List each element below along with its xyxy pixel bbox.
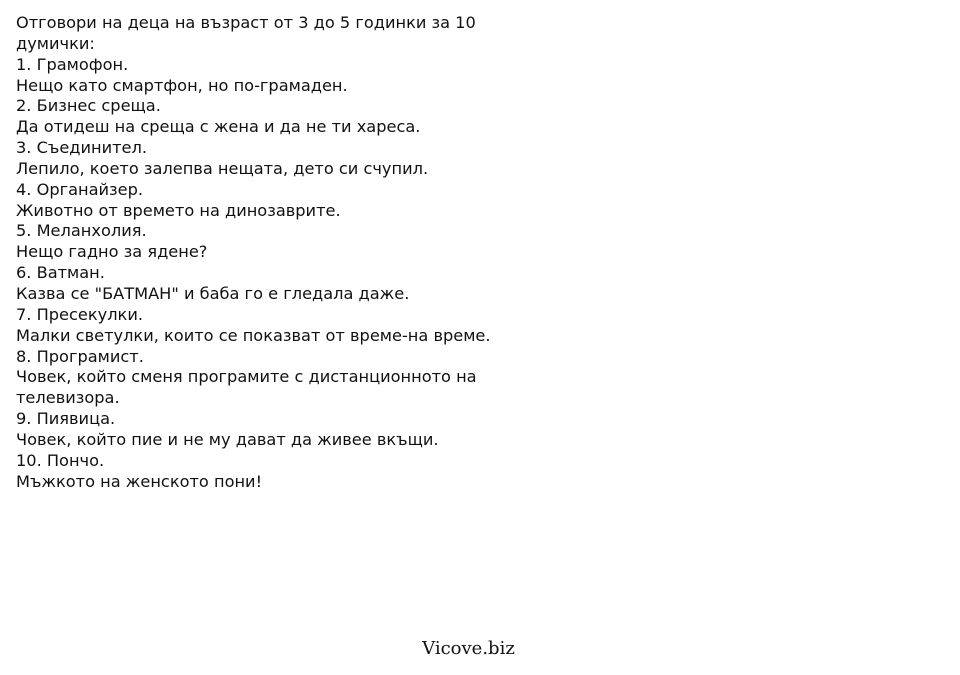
joke-item-answer: Да отидеш на среща с жена и да не ти хареса. <box>16 117 421 137</box>
joke-item-answer: Казва се "БАТМАН" и баба го е гледала даже. <box>16 283 410 303</box>
joke-item-answer: Нещо като смартфон, но по-грамаден. <box>16 75 348 95</box>
joke-item-term: 4. Органайзер. <box>16 179 144 199</box>
joke-item-answer: Лепило, което залепва нещата, дето си счупил. <box>16 158 429 178</box>
joke-item-term: 6. Ватман. <box>16 263 105 283</box>
joke-item-answer: Човек, който сменя програмите с дистанционното на телевизора. <box>16 367 477 408</box>
joke-intro: Отговори на деца на възраст от 3 до 5 годинки за 10 думички: <box>16 13 476 53</box>
joke-item-term: 5. Меланхолия. <box>16 221 147 241</box>
joke-item-answer: Човек, който пие и не му дават да живее вкъщи. <box>16 429 439 449</box>
joke-item-term: 1. Грамофон. <box>16 54 129 74</box>
joke-text <box>16 13 556 492</box>
joke-item-term: 10. Пончо. <box>16 450 105 470</box>
joke-item-term: 7. Пресекулки. <box>16 304 144 324</box>
joke-item-term: 8. Програмист. <box>16 346 144 366</box>
joke-item-term: 2. Бизнес среща. <box>16 96 161 116</box>
joke-item-answer: Мъжкото на женското пони! <box>16 471 263 491</box>
joke-item-answer: Животно от времето на динозаврите. <box>16 200 341 220</box>
joke-item-answer: Нещо гадно за ядене? <box>16 242 208 262</box>
joke-item-term: 9. Пиявица. <box>16 409 116 429</box>
joke-item-answer: Малки светулки, които се показват от време-на време. <box>16 325 491 345</box>
site-watermark: Vicove.biz <box>422 638 515 659</box>
joke-item-term: 3. Съединител. <box>16 138 147 158</box>
